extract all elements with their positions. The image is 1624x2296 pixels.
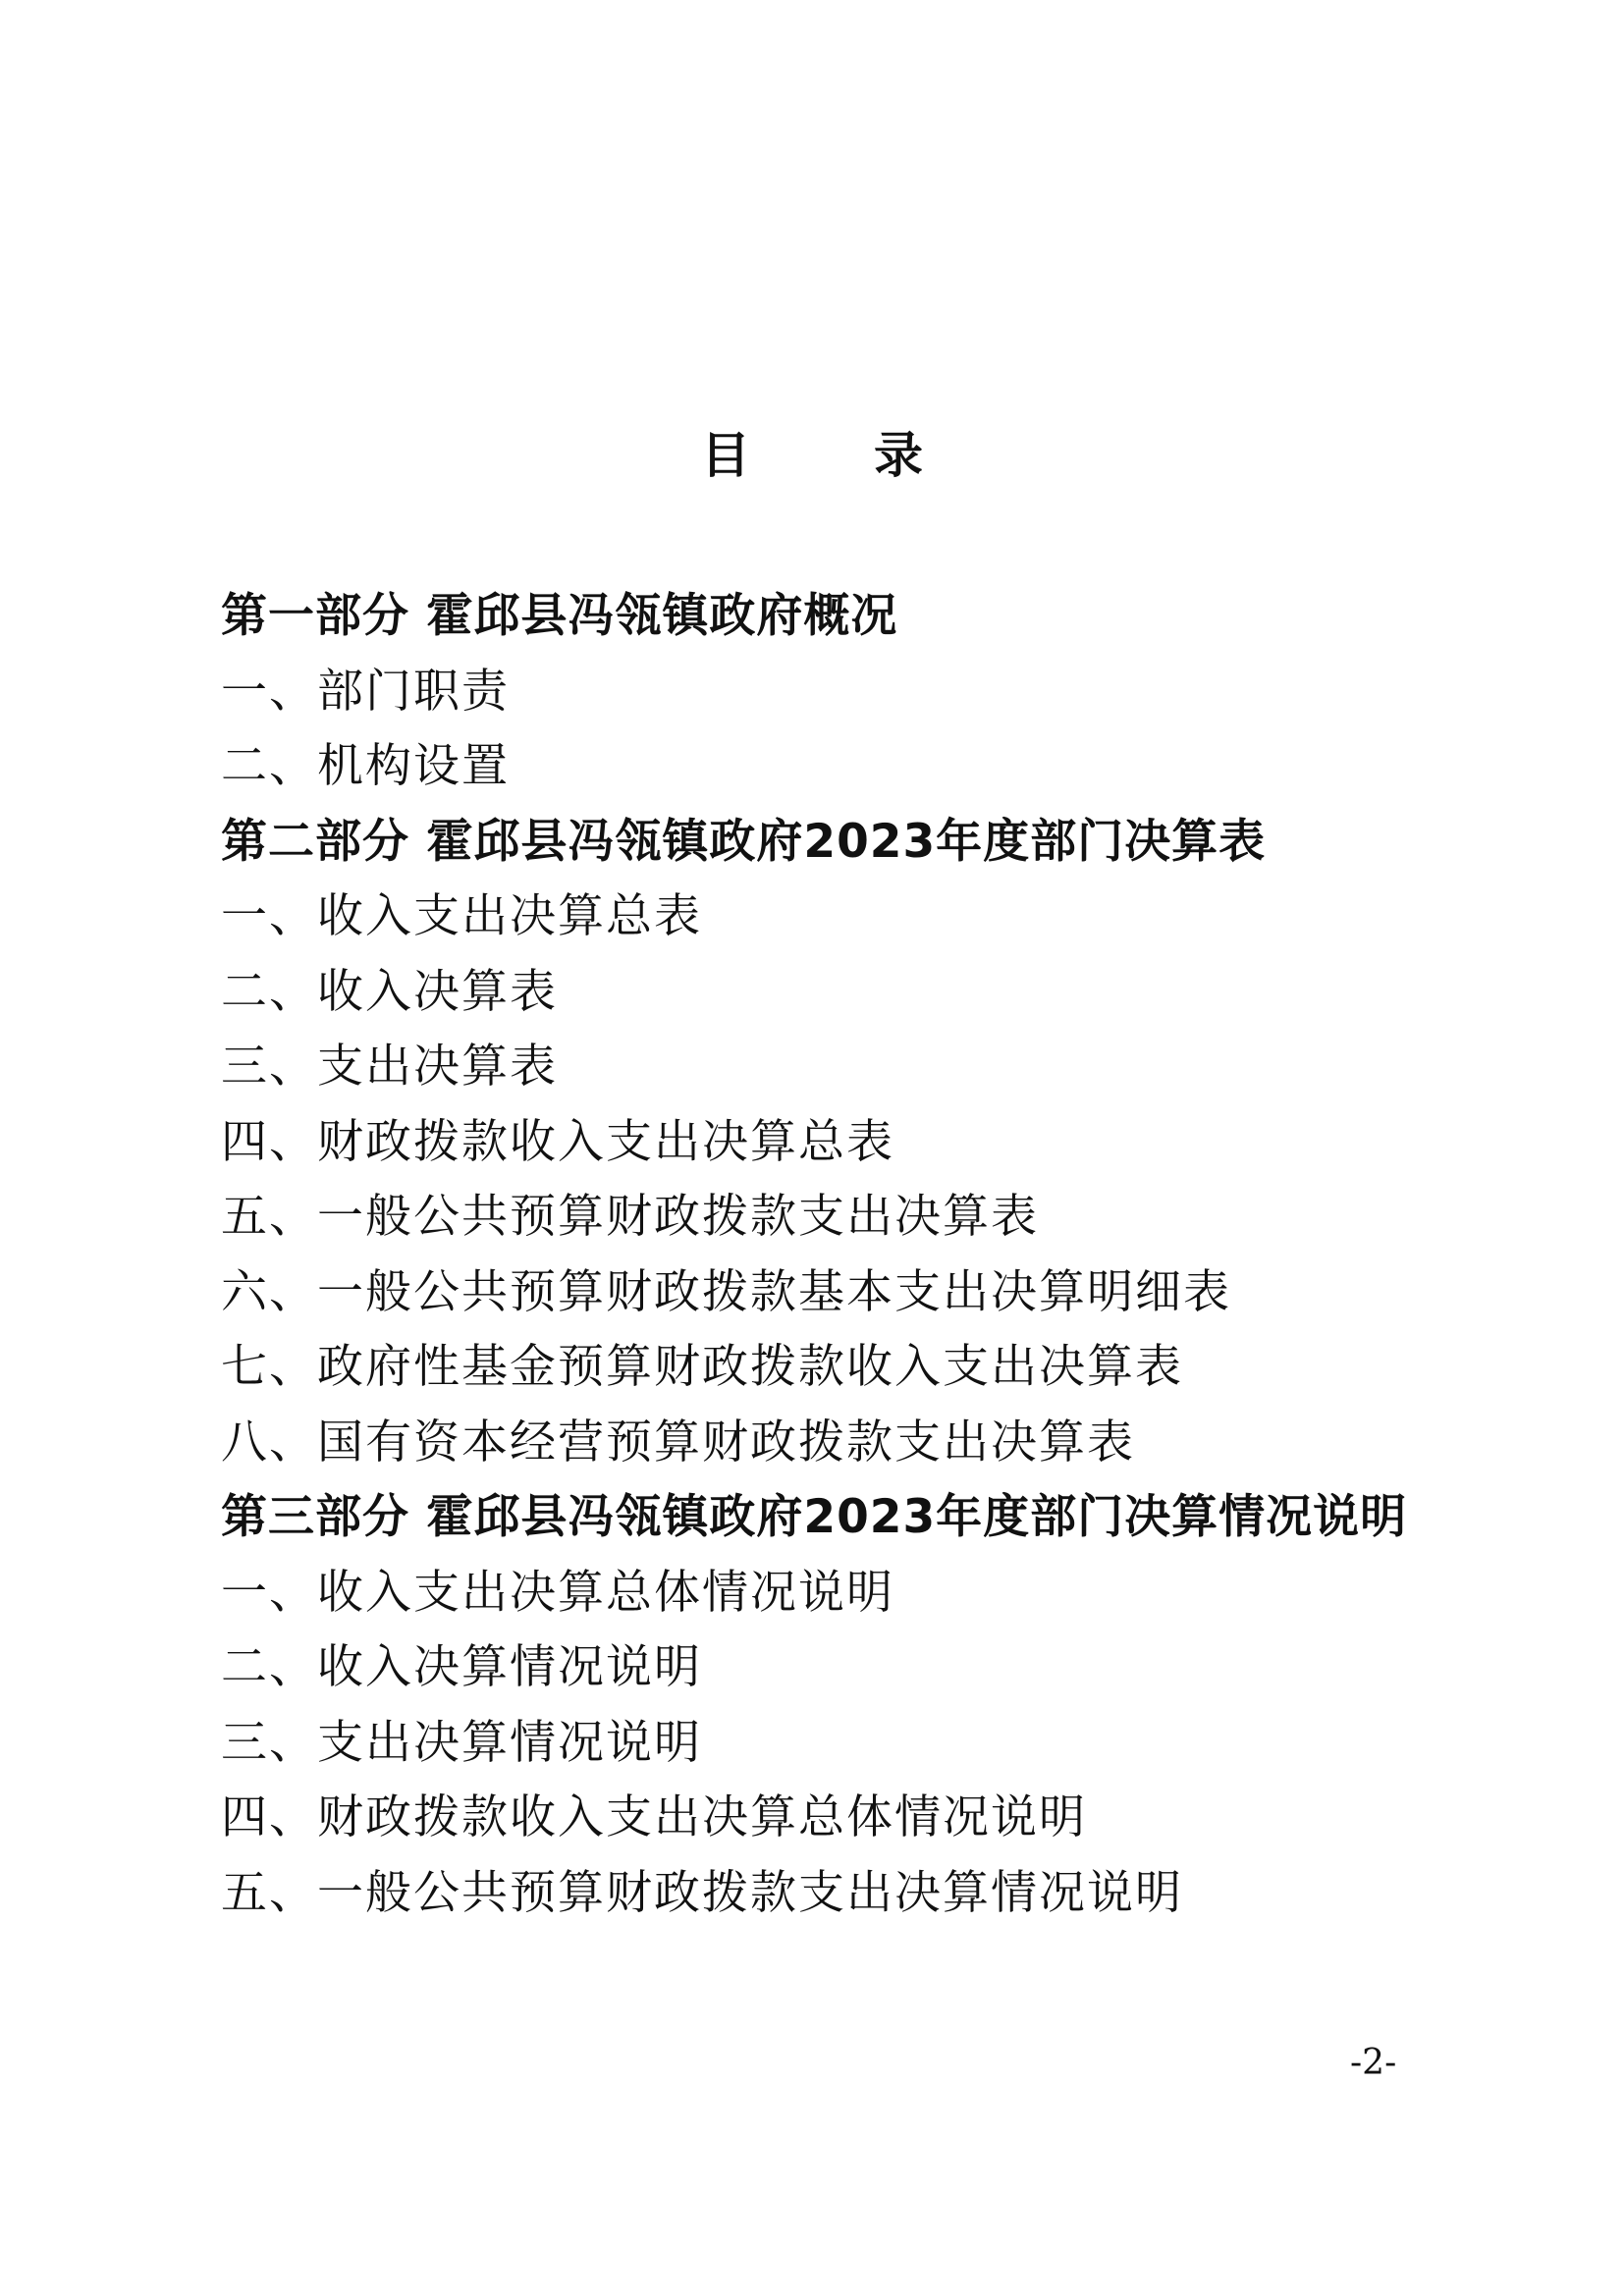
toc-item[interactable]: 七、政府性基金预算财政拨款收入支出决算表 bbox=[221, 1340, 1183, 1394]
toc-item[interactable]: 五、一般公共预算财政拨款支出决算表 bbox=[221, 1190, 1039, 1244]
toc-item[interactable]: 六、一般公共预算财政拨款基本支出决算明细表 bbox=[221, 1264, 1231, 1319]
toc-item[interactable]: 二、收入决算情况说明 bbox=[221, 1640, 702, 1694]
toc-item[interactable]: 二、机构设置 bbox=[221, 739, 510, 793]
table-of-contents bbox=[221, 579, 1438, 1931]
toc-item[interactable]: 五、一般公共预算财政拨款支出决算情况说明 bbox=[221, 1865, 1183, 1920]
toc-item[interactable]: 一、收入支出决算总体情况说明 bbox=[221, 1565, 894, 1620]
toc-item[interactable]: 三、支出决算情况说明 bbox=[221, 1715, 702, 1770]
toc-item[interactable]: 八、国有资本经营预算财政拨款支出决算表 bbox=[221, 1415, 1135, 1469]
toc-item[interactable]: 四、财政拨款收入支出决算总体情况说明 bbox=[221, 1790, 1087, 1844]
page-number: -2- bbox=[1350, 2043, 1397, 2083]
page-title: 目 录 bbox=[701, 427, 960, 484]
toc-section-2[interactable]: 第二部分 霍邱县冯瓴镇政府2023年度部门决算表 bbox=[221, 814, 1267, 869]
toc-section-3[interactable]: 第三部分 霍邱县冯瓴镇政府2023年度部门决算情况说明 bbox=[221, 1490, 1408, 1544]
toc-item[interactable]: 二、收入决算表 bbox=[221, 964, 558, 1019]
toc-item[interactable]: 一、收入支出决算总表 bbox=[221, 889, 702, 943]
toc-section-1[interactable]: 第一部分 霍邱县冯瓴镇政府概况 bbox=[221, 589, 898, 643]
toc-item[interactable]: 一、部门职责 bbox=[221, 664, 510, 719]
toc-item[interactable]: 三、支出决算表 bbox=[221, 1040, 558, 1094]
toc-item[interactable]: 四、财政拨款收入支出决算总表 bbox=[221, 1114, 894, 1169]
